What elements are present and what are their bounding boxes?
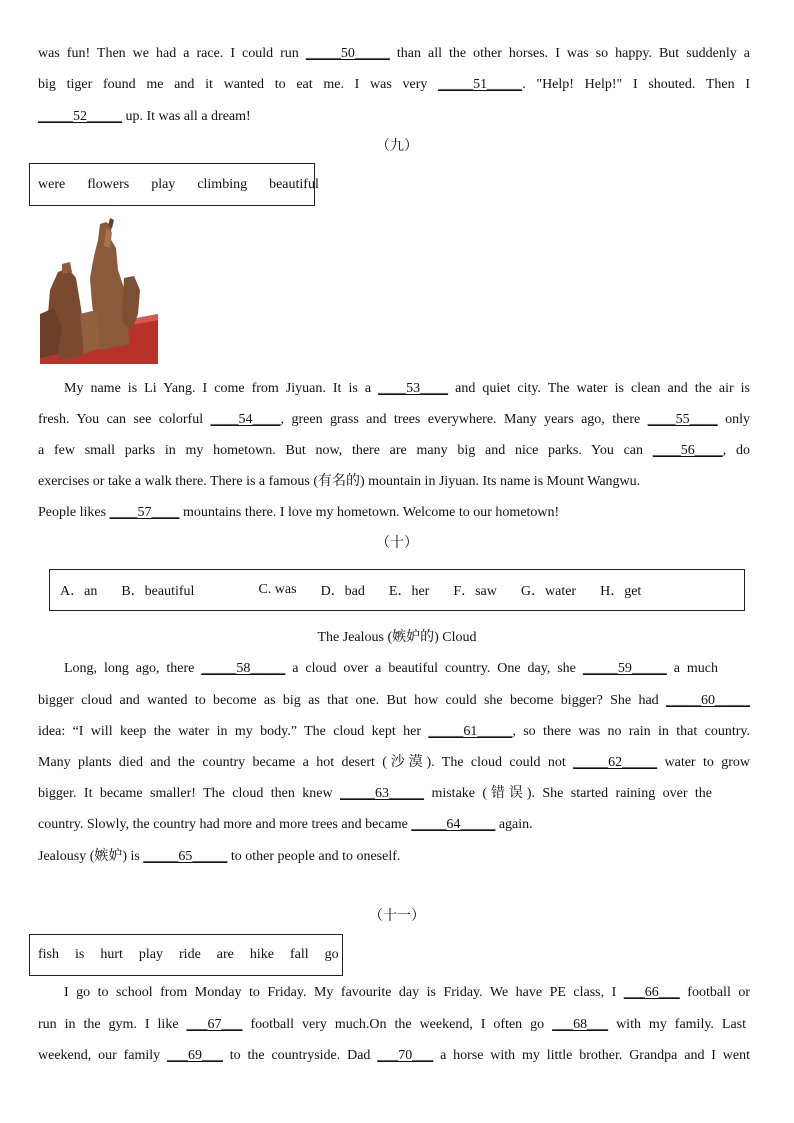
word-bank-9 — [29, 163, 319, 206]
word-bank-item: is — [75, 947, 85, 962]
blank-59[interactable]: _____59_____ — [582, 661, 667, 676]
blank-52[interactable]: _____52_____ — [38, 109, 122, 124]
option-item: E．her — [388, 584, 430, 599]
blank-68[interactable]: ___68___ — [552, 1017, 609, 1032]
blank-54[interactable]: ____54____ — [210, 412, 281, 427]
para10-line2: bigger cloud and wanted to become as big as that one. But how could she become bigger? She had _____60_____ — [38, 693, 750, 708]
para10-line4: Many plants died and the country became a hot desert (沙漠). The cloud could not _____62_____ water to grow — [38, 755, 750, 770]
para10-line1: Long, long ago, there _____58_____ a cloud over a beautiful country. One day, she _____59_____ a much — [64, 661, 718, 676]
word-bank-item: are — [216, 947, 234, 962]
blank-58[interactable]: _____58_____ — [201, 661, 286, 676]
word-bank-item: play — [151, 176, 176, 192]
para9-line3: a few small parks in my hometown. But now, there are many big and nice parks. You can ____56____, do — [38, 443, 751, 458]
para11-line2: run in the gym. I like ___67___ football very much.On the weekend, I often go ___68___ with my family. Last — [38, 1017, 746, 1032]
para9-line1: My name is Li Yang. I come from Jiyuan. It is a ____53____ and quiet city. The water is clean and the air is — [64, 381, 751, 396]
para10-line5: bigger. It became smaller! The cloud then knew _____63_____ mistake (错误). She started raining over the — [38, 786, 713, 801]
blank-50[interactable]: _____50_____ — [305, 46, 390, 61]
blank-51[interactable]: _____51_____ — [438, 77, 523, 92]
blank-53[interactable]: ____53____ — [378, 381, 449, 396]
para9-line5: People likes ____57____ mountains there. I love my hometown. Welcome to our hometown! — [38, 505, 560, 520]
blank-56[interactable]: ____56____ — [652, 443, 723, 458]
blank-60[interactable]: _____60_____ — [666, 693, 750, 708]
word-bank-item: hike — [249, 947, 274, 962]
options-box-10 — [49, 569, 745, 611]
blank-62[interactable]: _____62_____ — [573, 755, 658, 770]
option-item: A．an — [60, 584, 98, 599]
word-bank-item: flowers — [87, 176, 130, 192]
para11-line3: weekend, our family ___69___ to the countryside. Dad ___70___ a horse with my little brother. Grandpa and I went — [38, 1048, 750, 1063]
option-item: F．saw — [453, 584, 497, 599]
word-bank-item: go — [324, 947, 339, 962]
blank-63[interactable]: _____63_____ — [340, 786, 425, 801]
section-heading-9: （九） — [376, 139, 418, 154]
section-heading-10: （十） — [376, 536, 418, 551]
word-bank-item: beautiful — [269, 176, 319, 192]
blank-66[interactable]: ___66___ — [623, 985, 680, 1000]
para11-line1: I go to school from Monday to Friday. My favourite day is Friday. We have PE class, I ___66___ football or — [64, 985, 750, 1000]
statue-image — [40, 218, 158, 364]
word-bank-item: play — [138, 947, 164, 962]
word-bank-item: hurt — [100, 947, 123, 962]
blank-67[interactable]: ___67___ — [186, 1017, 243, 1032]
para8-line2: big tiger found me and it wanted to eat me. I was very _____51_____. "Help! Help!" I shouted. Then I — [38, 77, 750, 92]
option-item: D．bad — [320, 584, 365, 599]
blank-69[interactable]: ___69___ — [166, 1048, 223, 1063]
para9-line4: exercises or take a walk there. There is a famous (有名的) mountain in Jiyuan. Its name is Mount Wangwu. — [38, 474, 641, 489]
para9-line2: fresh. You can see colorful ____54____, green grass and trees everywhere. Many years ago, there ____55____ only — [38, 412, 751, 427]
option-item: H．get — [600, 584, 642, 599]
para10-line7: Jealousy (嫉妒) is _____65_____ to other people and to oneself. — [38, 849, 401, 864]
word-bank-11 — [29, 934, 343, 976]
para8-line1: was fun! Then we had a race. I could run _____50_____ than all the other horses. I was so happy. But suddenly a — [38, 46, 751, 61]
blank-57[interactable]: ____57____ — [109, 505, 180, 520]
blank-61[interactable]: _____61_____ — [428, 724, 513, 739]
word-bank-item: ride — [179, 947, 201, 962]
blank-64[interactable]: _____64_____ — [411, 817, 496, 832]
word-bank-item: climbing — [197, 176, 248, 192]
word-bank-item: fish — [38, 947, 59, 962]
para10-line3: idea: “I will keep the water in my body.” The cloud kept her _____61_____, so there was no rain in that country. — [38, 724, 750, 739]
blank-65[interactable]: _____65_____ — [143, 849, 228, 864]
blank-55[interactable]: ____55____ — [647, 412, 718, 427]
option-item: G．water — [520, 584, 577, 599]
option-item: C. was — [258, 582, 297, 597]
option-item: B．beautiful — [121, 584, 195, 599]
para10-line6: country. Slowly, the country had more and more trees and became _____64_____ again. — [38, 817, 533, 832]
passage-title-10: The Jealous (嫉妒的) Cloud — [317, 630, 477, 645]
word-bank-item: fall — [289, 947, 309, 962]
word-bank-item: were — [38, 176, 66, 192]
blank-70[interactable]: ___70___ — [377, 1048, 434, 1063]
section-heading-11: （十一） — [369, 909, 425, 924]
para8-line3: _____52_____ up. It was all a dream! — [38, 109, 251, 124]
